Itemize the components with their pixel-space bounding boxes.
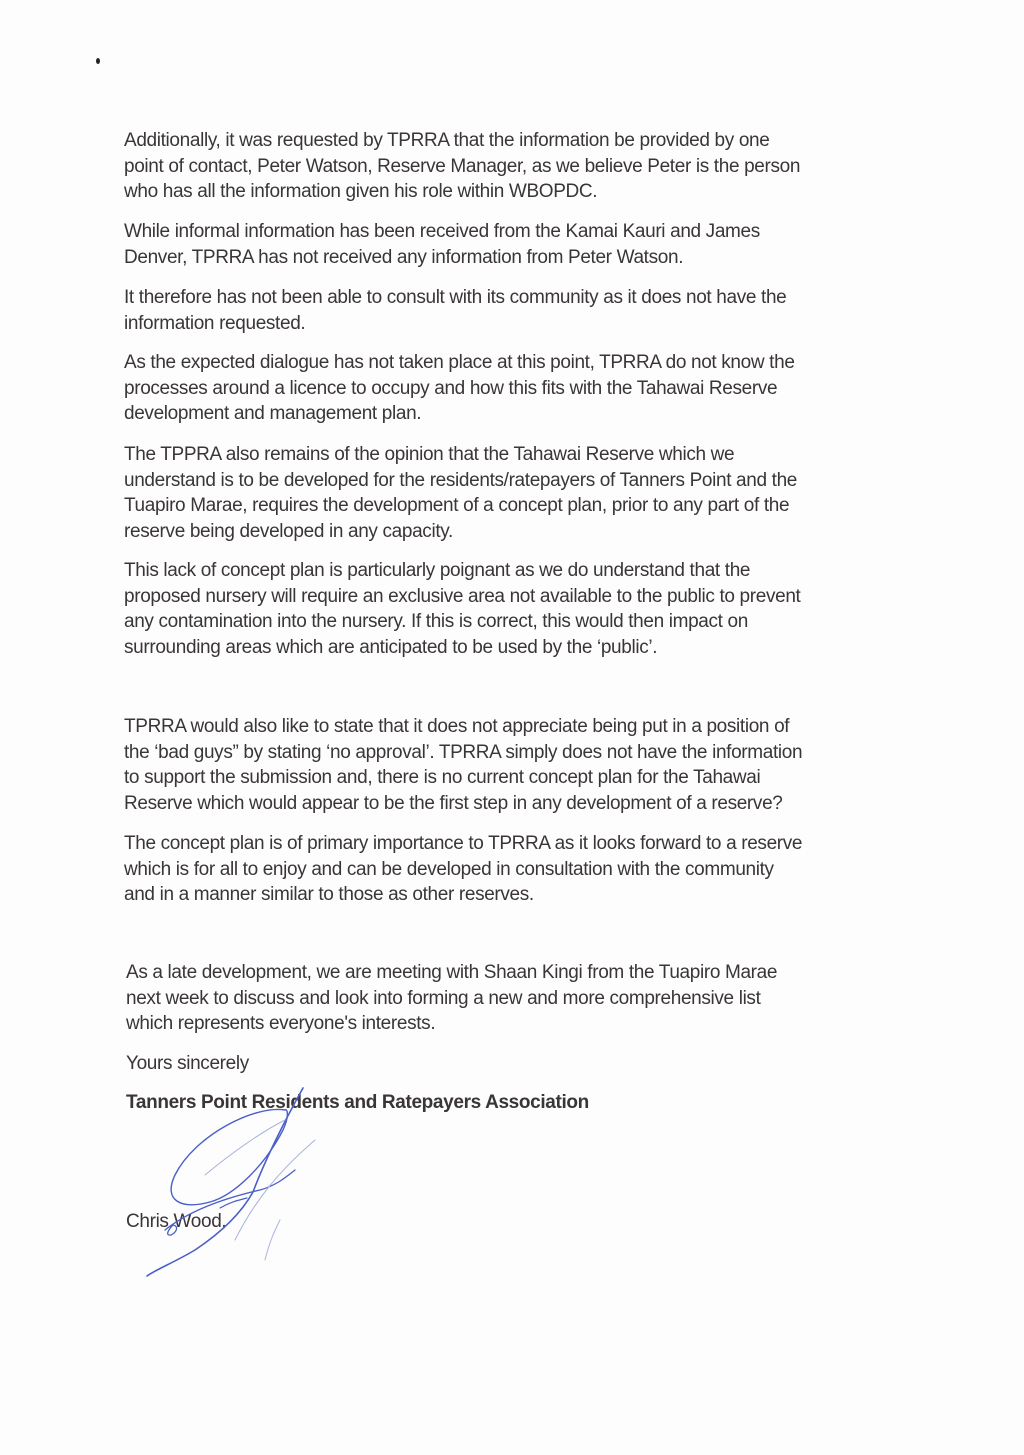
text-line: understand is to be developed for the residents/ratepayers of Tanners Point and the xyxy=(124,469,798,491)
text-line: surrounding areas which are anticipated to be used by the ‘public’. xyxy=(124,636,658,658)
paragraph-point-of-contact xyxy=(124,128,904,205)
text-line: which represents everyone's interests. xyxy=(126,1013,436,1034)
text-line: The TPPRA also remains of the opinion that the Tahawai Reserve which we xyxy=(124,444,735,465)
paragraph-informal-information xyxy=(124,219,904,270)
paragraph-nursery-concern xyxy=(124,558,904,660)
text-line: proposed nursery will require an exclusive area not available to the public to prevent xyxy=(124,585,801,607)
text-line: next week to discuss and look into forming a new and more comprehensive list xyxy=(126,987,761,1009)
paragraph-concept-plan-opinion xyxy=(124,442,904,544)
text-line: Denver, TPRRA has not received any information from Peter Watson. xyxy=(124,246,684,268)
text-line: Reserve which would appear to be the first step in any development of a reserve? xyxy=(124,792,783,814)
text-line: As a late development, we are meeting with Shaan Kingi from the Tuapiro Marae xyxy=(126,962,778,983)
text-line: TPRRA would also like to state that it does not appreciate being put in a position of xyxy=(124,716,790,737)
text-line: reserve being developed in any capacity. xyxy=(124,520,453,542)
paragraph-unable-to-consult xyxy=(124,285,904,336)
text-line: While informal information has been received from the Kamai Kauri and James xyxy=(124,221,760,242)
paragraph-dialogue-not-taken-place xyxy=(124,350,904,427)
text-line: As the expected dialogue has not taken place at this point, TPRRA do not know the xyxy=(124,352,795,373)
text-line: to support the submission and, there is no current concept plan for the Tahawai xyxy=(124,767,761,788)
closing-text: Yours sincerely xyxy=(126,1053,249,1074)
signatory-text: Chris Wood. xyxy=(126,1211,227,1232)
paragraph-late-development xyxy=(126,960,906,1037)
signatory-name xyxy=(126,1209,906,1235)
text-line: which is for all to enjoy and can be developed in consultation with the community xyxy=(124,858,774,880)
organization-name xyxy=(126,1090,906,1116)
text-line: and in a manner similar to those as other reserves. xyxy=(124,884,534,905)
text-line: Additionally, it was requested by TPRRA that the information be provided by one xyxy=(124,130,770,151)
text-line: Tuapiro Marae, requires the development of a concept plan, prior to any part of the xyxy=(124,495,790,516)
text-line: point of contact, Peter Watson, Reserve Manager, as we believe Peter is the person xyxy=(124,155,801,177)
text-line: The concept plan is of primary importance to TPRRA as it looks forward to a reserve xyxy=(124,833,803,854)
text-line: who has all the information given his role within WBOPDC. xyxy=(124,181,598,202)
text-line: information requested. xyxy=(124,312,306,334)
text-line: development and management plan. xyxy=(124,403,422,424)
text-line: any contamination into the nursery. If this is correct, this would then impact on xyxy=(124,611,748,632)
text-line: processes around a licence to occupy and how this fits with the Tahawai Reserve xyxy=(124,377,778,399)
text-line: This lack of concept plan is particularly poignant as we do understand that the xyxy=(124,560,751,581)
text-line: the ‘bad guys” by stating ‘no approval’. TPRRA simply does not have the information xyxy=(124,741,803,763)
paragraph-bad-guys xyxy=(124,714,904,816)
organization-text: Tanners Point Residents and Ratepayers Association xyxy=(126,1092,589,1113)
paragraph-primary-importance xyxy=(124,831,904,908)
scan-speck xyxy=(96,58,100,64)
text-line: It therefore has not been able to consult with its community as it does not have the xyxy=(124,287,787,308)
closing-salutation xyxy=(126,1051,906,1077)
